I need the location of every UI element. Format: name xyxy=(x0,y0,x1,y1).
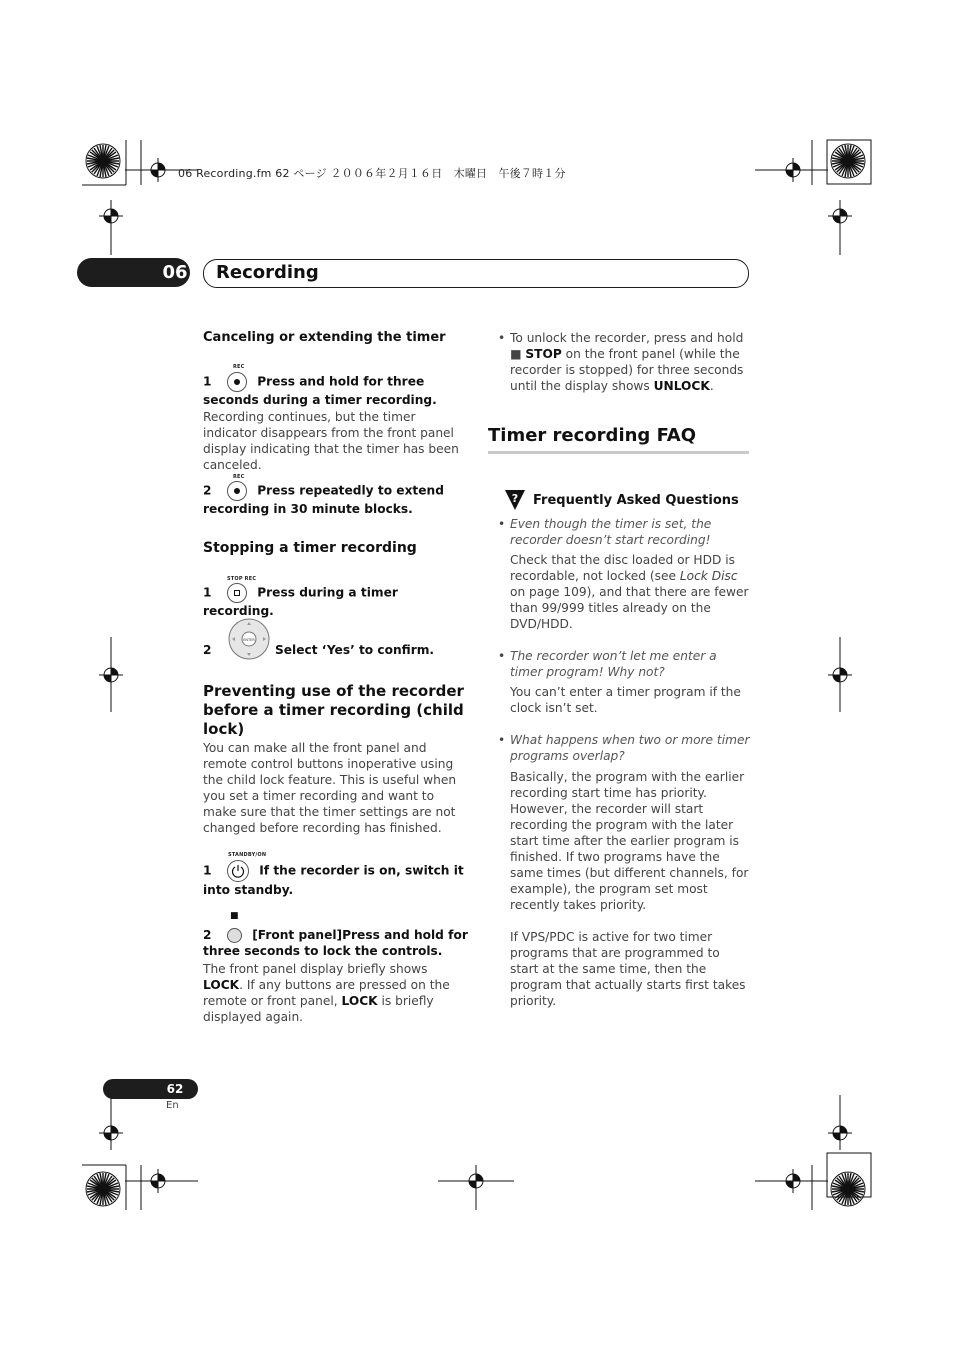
faq-list xyxy=(488,516,750,1009)
step-text: Press during a timer recording. xyxy=(203,585,398,618)
bullet: • xyxy=(498,517,506,531)
step-text: Press and hold for three seconds during a timer recording. xyxy=(203,374,437,407)
bullet: • xyxy=(498,733,506,747)
stop-rec-button-icon xyxy=(227,583,247,603)
text: on the front panel (while the recorder is stopped) for three seconds until the display shows xyxy=(510,347,744,393)
rec-button-label: REC xyxy=(233,474,245,480)
faq-question: Even though the timer is set, the recorder doesn’t start recording! xyxy=(510,517,712,547)
step-number: 2 xyxy=(203,928,212,942)
cancel-step-1 xyxy=(203,372,468,408)
faq-subheading: Frequently Asked Questions xyxy=(533,493,739,508)
step-number: 1 xyxy=(203,585,212,600)
text: is briefly displayed again. xyxy=(203,994,434,1024)
svg-text:?: ? xyxy=(511,492,519,505)
unlock-note xyxy=(488,330,750,394)
stop-symbol-icon: ■ xyxy=(230,911,239,921)
print-file-header: 06 Recording.fm 62 ページ ２００６年２月１６日 木曜日 午後７時１分 xyxy=(178,167,566,180)
text: The front panel display briefly shows xyxy=(203,962,428,976)
step-text: Select ‘Yes’ to confirm. xyxy=(275,643,435,657)
step-number: 1 xyxy=(203,863,212,878)
stop-step-2 xyxy=(203,618,468,660)
faq-heading: Timer recording FAQ xyxy=(488,425,697,446)
text: Check that the disc loaded or HDD is recordable, not locked (see xyxy=(510,553,735,583)
text: To unlock the recorder, press and hold ■ xyxy=(510,331,744,361)
power-button-icon xyxy=(227,860,249,882)
faq-item xyxy=(488,516,750,632)
faq-item xyxy=(488,648,750,716)
bullet: • xyxy=(498,649,506,663)
text: . xyxy=(709,379,714,393)
bullet: • xyxy=(498,331,506,345)
step-text: [Front panel]Press and hold for three seconds to lock the controls. xyxy=(203,928,468,958)
stop-step-1 xyxy=(203,583,468,619)
text: on page 109), and that there are fewer than 99/999 titles already on the DVD/HDD. xyxy=(510,585,749,631)
faq-answer: Basically, the program with the earlier recording start time has priority. However, the recorder will start recording the program with the later start time after the earlier program is finished. If two programs have the same times (but different channels, for example), the program set most recently takes priority. xyxy=(510,770,749,912)
question-hint-icon xyxy=(503,488,527,512)
cancel-step-1-body: Recording continues, but the timer indicator disappears from the front panel display indicating that the timer has been canceled. xyxy=(203,410,459,472)
lock-step-1 xyxy=(203,860,468,898)
lock-keyword: LOCK xyxy=(203,978,240,992)
step-number: 2 xyxy=(203,643,212,657)
stop-keyword: STOP xyxy=(525,347,562,361)
reference: Lock Disc xyxy=(679,569,738,583)
stop-rec-button-label: STOP REC xyxy=(227,576,257,582)
lock-step-2 xyxy=(203,927,468,959)
cancel-timer-heading: Canceling or extending the timer xyxy=(203,330,446,345)
rec-button-icon xyxy=(227,372,247,392)
faq-answer xyxy=(510,552,750,632)
text: . If any buttons are pressed on the remote or front panel, xyxy=(203,978,450,1008)
unlock-keyword: UNLOCK xyxy=(653,379,710,393)
step-number: 1 xyxy=(203,374,212,389)
chapter-number: 06 xyxy=(162,262,188,283)
faq-answer: You can’t enter a timer program if the clock isn’t set. xyxy=(510,685,741,715)
enter-label: ENTER xyxy=(243,638,255,642)
step-number: 2 xyxy=(203,483,212,498)
faq-question: The recorder won’t let me enter a timer program! Why not? xyxy=(510,649,717,679)
enter-joystick-icon xyxy=(227,618,271,662)
cancel-step-2 xyxy=(203,481,468,517)
chapter-title: Recording xyxy=(216,262,319,283)
faq-answer-extra: If VPS/PDC is active for two timer programs that are programmed to start at the same time, then the program that actually starts first takes priority. xyxy=(510,930,746,1008)
page-language: En xyxy=(166,1100,179,1111)
faq-question: What happens when two or more timer programs overlap? xyxy=(510,733,750,763)
faq-heading-rule xyxy=(488,451,749,454)
faq-item xyxy=(488,732,750,1009)
stop-timer-heading: Stopping a timer recording xyxy=(203,540,417,556)
lock-keyword: LOCK xyxy=(341,994,378,1008)
step-text: Press repeatedly to extend recording in 30 minute blocks. xyxy=(203,483,444,516)
rec-button-label: REC xyxy=(233,364,245,370)
standby-button-label: STANDBY/ON xyxy=(228,852,267,858)
child-lock-body: You can make all the front panel and remote control buttons inoperative using the child lock feature. This is useful when you set a timer recording and want to make sure that the timer settings are not changed before recording has finished. xyxy=(203,741,457,835)
lock-step-2-body xyxy=(203,961,468,1025)
rec-button-icon xyxy=(227,481,247,501)
child-lock-heading: Preventing use of the recorder before a timer recording (child lock) xyxy=(203,682,464,738)
step-text: If the recorder is on, switch it into standby. xyxy=(203,863,464,897)
page-number: 62 xyxy=(166,1082,184,1096)
front-panel-button-icon xyxy=(227,928,242,943)
